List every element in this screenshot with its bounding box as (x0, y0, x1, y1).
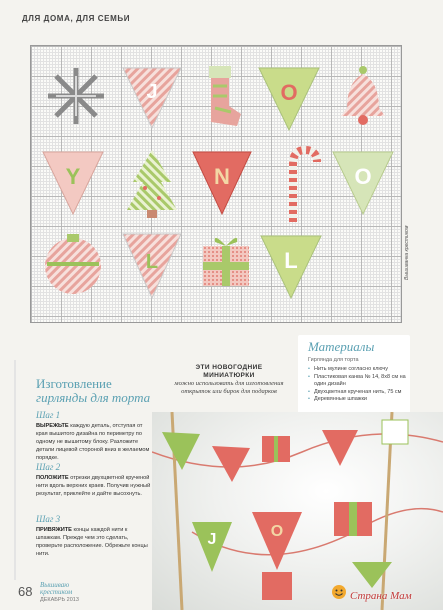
step-2-text (36, 474, 151, 498)
chart-credit: Вышиванка крестиком (404, 225, 410, 280)
materials-item: • Двухцветная крученая нить, 75 см (308, 389, 406, 397)
step-1-verb: ВЫРЕЖЬТЕ (36, 423, 69, 429)
svg-text:O: O (270, 523, 284, 540)
step-3-text (36, 526, 151, 558)
pennant-n-motif (193, 152, 251, 214)
step-2-verb: ПОЛОЖИТЕ (36, 475, 69, 481)
svg-text:O: O (354, 164, 372, 189)
divider (14, 360, 16, 580)
bell-motif (341, 66, 385, 125)
materials-item: • Нить мулине согласно ключу (308, 366, 406, 374)
step-3-verb: ПРИВЯЖИТЕ (36, 527, 72, 533)
smiley-icon (331, 584, 347, 605)
svg-text:L: L (145, 251, 159, 273)
section-header: ДЛЯ ДОМА, ДЛЯ СЕМЬИ (22, 14, 131, 23)
cross-stitch-chart (30, 45, 402, 323)
instructions-subtitle: гирлянды для торта (36, 390, 151, 405)
step-1-body: каждую деталь, отступая от края вышитого дизайна по периметру по одному не вышитому блоку. Разложите детали лицевой стороной вниз в желаемом порядке. (36, 423, 150, 461)
step-1-heading: Шаг 1 (36, 410, 61, 420)
step-1-text (36, 422, 151, 462)
svg-text:O: O (280, 80, 298, 105)
pennant-j-motif (123, 68, 181, 128)
materials-title: Материалы (308, 339, 375, 354)
svg-text:N: N (214, 164, 230, 189)
svg-text:Y: Y (65, 164, 81, 189)
magazine-name (40, 582, 72, 596)
materials-item: • Пластиковая канва № 14, 8х8 см на один дизайн (308, 374, 406, 389)
pennant-j2-motif (123, 234, 181, 298)
minis-text: можно использовать для изготовления открыток или бирок для подарков (174, 380, 284, 395)
svg-text:J: J (146, 81, 158, 103)
stocking-motif (209, 66, 241, 126)
magazine-name-line2: крестиком (40, 588, 73, 596)
step-3-heading: Шаг 3 (36, 514, 61, 524)
materials-item: • Деревянные шпажки (308, 396, 406, 404)
minis-caption (165, 364, 293, 396)
pennant-y-motif (43, 152, 103, 214)
step-2-heading: Шаг 2 (36, 462, 61, 472)
instructions-title: Изготовление (36, 376, 112, 391)
page-number: 68 (18, 584, 33, 599)
svg-text:L: L (284, 248, 298, 273)
materials-list (308, 366, 406, 404)
pennant-l-motif (261, 236, 321, 298)
pennant-o-motif (259, 68, 319, 130)
svg-text:J: J (207, 531, 217, 548)
minis-title-1: ЭТИ НОВОГОДНИЕ (195, 364, 263, 371)
magazine-issue: ДЕКАБРЬ 2013 (40, 597, 79, 603)
tree-motif (127, 150, 177, 218)
gift-motif (203, 238, 249, 286)
materials-subtitle: Гирлянда для торта (308, 357, 359, 363)
garland-photo (152, 412, 443, 610)
pennant-o2-motif (333, 152, 393, 214)
step-3-body: концы каждой нити к шпажкам. Прежде чем это сделать, проверьте расположение. Обрежьте концы нити. (36, 527, 148, 557)
step-2-body: отрезки двухцветной крученой нити вдоль верхних краев. Получив нужный результат, приклейте и дайте высохнуть. (36, 475, 151, 497)
minis-title-2: МИНИАТЮРКИ (203, 372, 255, 379)
snowflake-motif (48, 68, 104, 124)
magazine-name-line1: Вышиваю (40, 581, 70, 589)
candy-cane-motif (293, 150, 317, 222)
watermark: Страна Мам (350, 590, 412, 602)
ornament-motif (45, 234, 101, 294)
